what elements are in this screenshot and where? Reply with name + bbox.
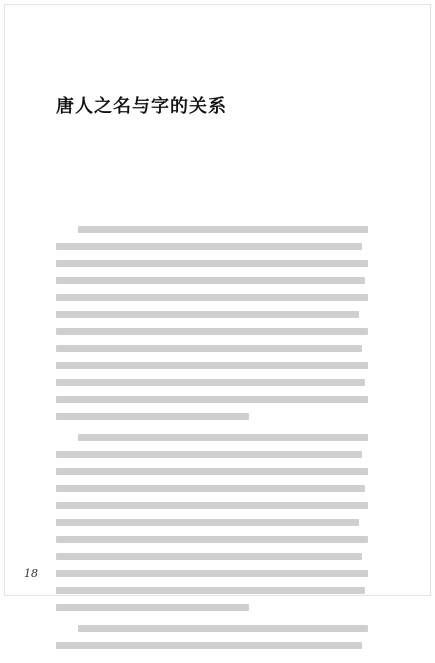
text-line-placeholder — [56, 311, 359, 318]
text-line-placeholder — [56, 328, 368, 335]
page-title: 唐人之名与字的关系 — [56, 96, 227, 117]
text-line-placeholder — [56, 519, 359, 526]
text-line-placeholder — [56, 294, 368, 301]
text-line-placeholder — [56, 468, 368, 475]
text-line-placeholder — [56, 379, 365, 386]
text-line-placeholder — [56, 451, 362, 458]
paragraph-gap — [56, 659, 368, 663]
text-line-placeholder — [56, 260, 368, 267]
text-line-placeholder — [56, 642, 362, 649]
body-text — [56, 226, 368, 663]
text-line-placeholder — [56, 536, 368, 543]
page-number: 18 — [24, 567, 38, 580]
text-line-placeholder — [56, 604, 249, 611]
paragraph-placeholder — [56, 434, 368, 611]
text-line-placeholder — [56, 243, 362, 250]
text-line-placeholder — [56, 396, 368, 403]
text-line-placeholder — [56, 502, 368, 509]
text-line-placeholder — [56, 553, 362, 560]
text-line-placeholder — [56, 362, 368, 369]
text-line-placeholder — [56, 570, 368, 577]
text-line-placeholder — [56, 345, 362, 352]
text-line-placeholder — [56, 587, 365, 594]
text-line-placeholder — [78, 434, 368, 441]
text-line-placeholder — [56, 485, 365, 492]
paragraph-placeholder — [56, 226, 368, 420]
text-line-placeholder — [56, 413, 249, 420]
paragraph-placeholder — [56, 625, 368, 649]
text-line-placeholder — [78, 625, 368, 632]
text-line-placeholder — [56, 277, 365, 284]
text-line-placeholder — [78, 226, 368, 233]
